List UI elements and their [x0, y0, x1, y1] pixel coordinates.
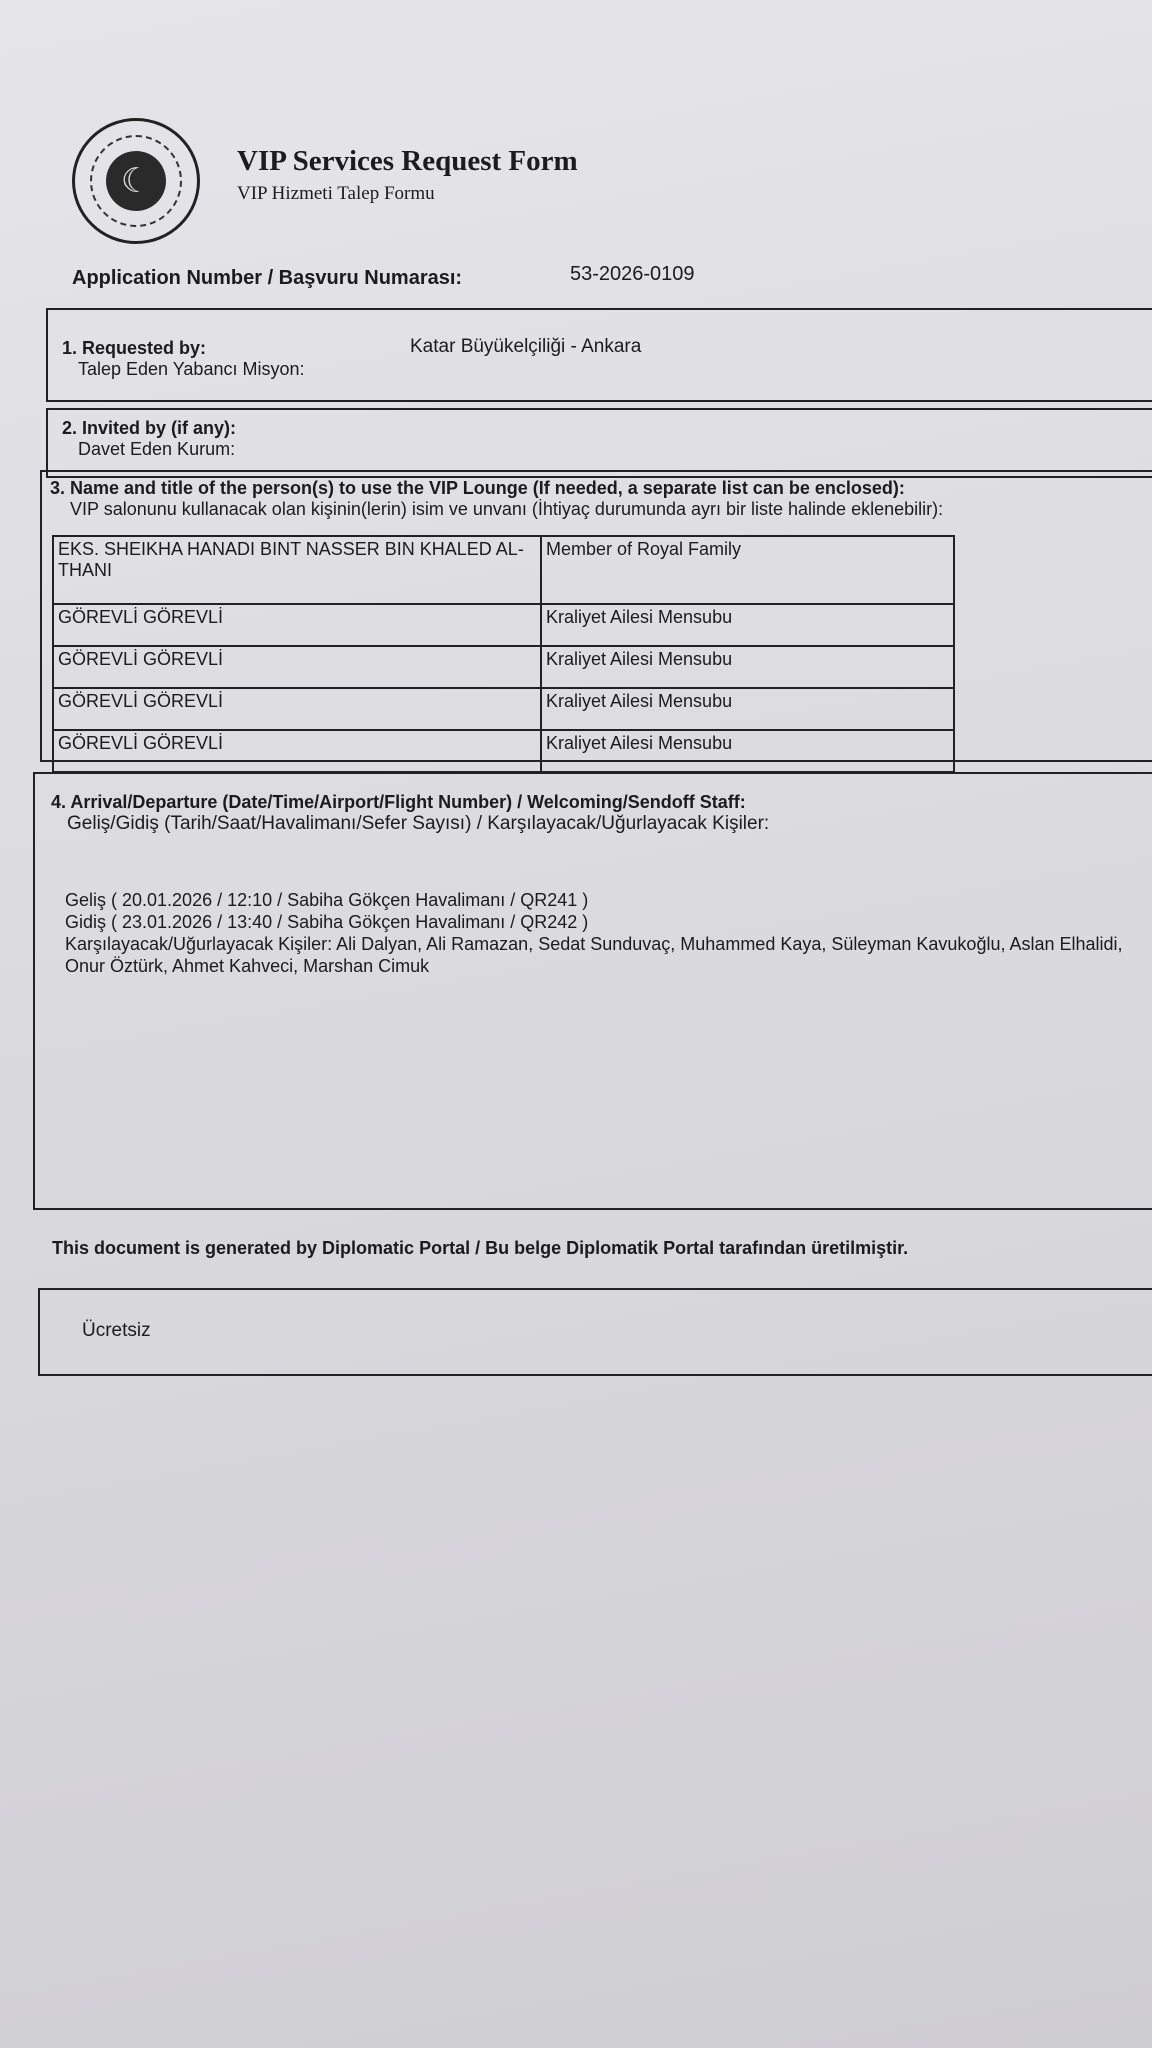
fee-box — [38, 1288, 1152, 1376]
application-number-value: 53-2026-0109 — [570, 263, 695, 285]
section-arrival-departure — [33, 772, 1152, 1210]
section1-sublabel: Talep Eden Yabancı Misyon: — [78, 359, 305, 379]
departure-info: Gidiş ( 23.01.2026 / 13:40 / Sabiha Gökçen Havalimanı / QR242 ) — [65, 912, 589, 932]
section2-label: 2. Invited by (if any): — [62, 418, 237, 438]
person-title: Kraliyet Ailesi Mensubu — [541, 646, 954, 688]
ministry-seal — [72, 118, 200, 244]
section1-label: 1. Requested by: — [62, 338, 207, 358]
person-name: GÖREVLİ GÖREVLİ — [53, 646, 541, 688]
person-name: GÖREVLİ GÖREVLİ — [53, 604, 541, 646]
table-row — [53, 730, 954, 772]
person-title: Kraliyet Ailesi Mensubu — [541, 604, 954, 646]
fee-value: Ücretsiz — [82, 1320, 151, 1341]
staff-list: Karşılayacak/Uğurlayacak Kişiler: Ali Dalyan, Ali Ramazan, Sedat Sunduvaç, Muhammed Kaya, Süleyman Kavukoğlu, Aslan Elhalidi, Onur Öztürk, Ahmet Kahveci, Marshan Cimuk — [65, 934, 1123, 976]
section3-sublabel: VIP salonunu kullanacak olan kişinin(lerin) isim ve unvanı (İhtiyaç durumunda ayrı bir liste halinde eklenebilir): — [70, 499, 944, 519]
section4-label: 4. Arrival/Departure (Date/Time/Airport/Flight Number) / Welcoming/Sendoff Staff: — [51, 792, 746, 812]
section2-sublabel: Davet Eden Kurum: — [78, 439, 236, 459]
arrival-info: Geliş ( 20.01.2026 / 12:10 / Sabiha Gökçen Havalimanı / QR241 ) — [65, 890, 589, 910]
form-subtitle: VIP Hizmeti Talep Formu — [237, 183, 435, 204]
table-row — [53, 604, 954, 646]
form-title: VIP Services Request Form — [237, 145, 578, 177]
section4-sublabel: Geliş/Gidiş (Tarih/Saat/Havalimanı/Sefer Sayısı) / Karşılayacak/Uğurlayacak Kişiler: — [67, 813, 770, 834]
crescent-star-icon: ☾ — [106, 151, 166, 211]
table-row — [53, 536, 954, 604]
person-name: EKS. SHEIKHA HANADI BINT NASSER BIN KHALED AL-THANI — [53, 536, 541, 604]
person-title: Kraliyet Ailesi Mensubu — [541, 688, 954, 730]
person-name: GÖREVLİ GÖREVLİ — [53, 730, 541, 772]
application-number-label: Application Number / Başvuru Numarası: — [72, 267, 463, 289]
table-row — [53, 646, 954, 688]
vip-persons-table — [52, 535, 955, 773]
person-name: GÖREVLİ GÖREVLİ — [53, 688, 541, 730]
generated-note: This document is generated by Diplomatic Portal / Bu belge Diplomatik Portal tarafından üretilmiştir. — [52, 1238, 909, 1258]
section1-value: Katar Büyükelçiliği - Ankara — [410, 336, 642, 357]
section3-label: 3. Name and title of the person(s) to use the VIP Lounge (If needed, a separate list can be enclosed): — [50, 478, 905, 498]
table-row — [53, 688, 954, 730]
person-title: Member of Royal Family — [541, 536, 954, 604]
person-title: Kraliyet Ailesi Mensubu — [541, 730, 954, 772]
section-invited-by — [46, 408, 1152, 478]
section-requested-by — [46, 308, 1152, 402]
